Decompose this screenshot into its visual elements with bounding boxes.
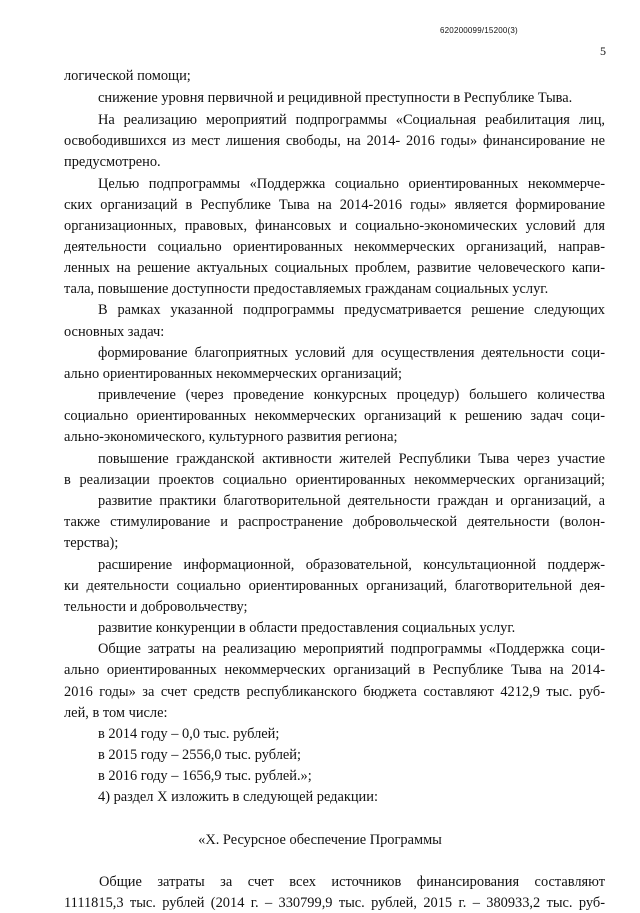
text-line: в реализации проектов социально ориентированных некоммерческих организаций; [64, 472, 605, 488]
text-line: Целью подпрограммы «Поддержка социально ориентированных некоммерче- [98, 176, 605, 192]
text-line: тала, повышение доступности предоставляемых гражданам социальных услуг. [64, 281, 549, 297]
text-line: ально-экономического, культурного развития региона; [64, 429, 398, 445]
text-line: логической помощи; [64, 68, 191, 84]
text-line: терства); [64, 535, 119, 551]
text-line: ленных на решение актуальных социальных проблем, развитие человеческого капи- [64, 260, 605, 276]
text-line: организационных, правовых, финансовых и социально-экономических условий для [64, 218, 605, 234]
text-line: ских организаций в Республике Тыва на 2014-2016 годы» является формирование [64, 197, 605, 213]
text-line: социально ориентированных некоммерческих организаций к решению задач соци- [64, 408, 605, 424]
text-line: предусмотрено. [64, 154, 161, 170]
text-line: в 2014 году – 0,0 тыс. рублей; [98, 726, 280, 742]
text-line: развитие практики благотворительной деятельности граждан и организаций, а [98, 493, 605, 509]
text-line: основных задач: [64, 324, 165, 340]
text-line: снижение уровня первичной и рецидивной преступности в Республике Тыва. [98, 90, 573, 106]
text-line: На реализацию мероприятий подпрограммы «Социальная реабилитация лиц, [98, 112, 605, 128]
text-line: 1111815,3 тыс. рублей (2014 г. – 330799,9 тыс. рублей, 2015 г. – 380933,2 тыс. руб- [64, 895, 605, 911]
text-line: лей, в том числе: [64, 705, 168, 721]
page-number: 5 [600, 44, 606, 58]
text-line: привлечение (через проведение конкурсных процедур) большего количества [98, 387, 605, 403]
text-line: освободившихся из мест лишения свободы, на 2014- 2016 годы» финансирование не [64, 133, 605, 149]
text-line: ально ориентированных некоммерческих организаций в Республике Тыва на 2014- [64, 662, 605, 678]
text-line: в 2016 году – 1656,9 тыс. рублей.»; [98, 768, 312, 784]
text-line: Общие затраты на реализацию мероприятий подпрограммы «Поддержка соци- [98, 641, 605, 657]
document-id: 620200099/15200(3) [440, 26, 518, 35]
text-line: ально ориентированных некоммерческих организаций; [64, 366, 402, 382]
text-line: Общие затраты за счет всех источников финансирования составляют [99, 874, 605, 890]
text-line: формирование благоприятных условий для осуществления деятельности соци- [98, 345, 605, 361]
text-line: тельности и добровольчеству; [64, 599, 248, 615]
text-line: развитие конкуренции в области предоставления социальных услуг. [98, 620, 516, 636]
text-line: также стимулирование и распространение добровольческой деятельности (волон- [64, 514, 605, 530]
text-line: 4) раздел X изложить в следующей редакции: [98, 789, 378, 805]
text-line: в 2015 году – 2556,0 тыс. рублей; [98, 747, 301, 763]
text-line: расширение информационной, образовательной, консультационной поддерж- [98, 557, 605, 573]
text-line: В рамках указанной подпрограммы предусматривается решение следующих [98, 302, 605, 318]
text-line: повышение гражданской активности жителей Республики Тыва через участие [98, 451, 605, 467]
section-heading: «X. Ресурсное обеспечение Программы [198, 832, 442, 848]
text-line: 2016 годы» за счет средств республиканского бюджета составляют 4212,9 тыс. руб- [64, 684, 605, 700]
text-line: ки деятельности социально ориентированных организаций, благотворительной дея- [64, 578, 605, 594]
text-line: деятельности социально ориентированных некоммерческих организаций, направ- [64, 239, 605, 255]
